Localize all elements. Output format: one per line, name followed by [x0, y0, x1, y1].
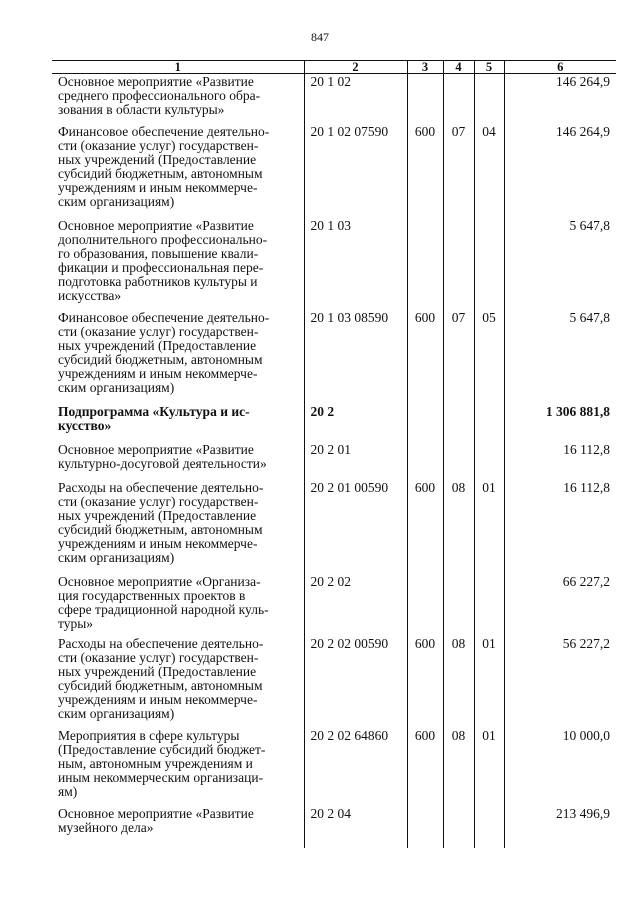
row-amount: 146 264,9 [504, 74, 616, 124]
table-row [52, 218, 616, 310]
row-col4 [443, 218, 474, 310]
row-name-line: ных учреждений (Предоставление [58, 507, 257, 523]
row-col5: 01 [474, 636, 504, 728]
row-name-line: ским организациям) [58, 379, 175, 395]
row-name-line: подготовка работников культуры и [58, 273, 258, 289]
row-col3: 600 [407, 728, 443, 806]
row-name-line: учреждениям и иным некоммерче- [58, 535, 258, 551]
row-name-line: ных учреждений (Предоставление [58, 151, 257, 167]
row-name-line: среднего профессионального обра- [58, 88, 261, 103]
row-col3 [407, 218, 443, 310]
row-name-line: сти (оказание услуг) государствен- [58, 493, 259, 509]
row-col3 [407, 74, 443, 124]
row-name-line: культурно-досуговой деятельности» [58, 455, 267, 471]
row-col3: 600 [407, 310, 443, 404]
table-row [52, 74, 616, 124]
row-col5: 05 [474, 310, 504, 404]
page-number: 847 [311, 30, 329, 44]
row-code: 20 2 02 64860 [304, 728, 407, 806]
row-name-line: ским организациям) [58, 549, 175, 565]
row-name-line: ция государственных проектов в [58, 587, 246, 603]
row-name [52, 574, 304, 636]
row-code: 20 2 01 [304, 442, 407, 480]
row-amount: 10 000,0 [504, 728, 616, 806]
column-header: 5 [474, 61, 504, 74]
row-name-line: кусство» [58, 417, 112, 433]
row-col5 [474, 806, 504, 848]
column-header: 4 [443, 61, 474, 74]
row-name [52, 806, 304, 848]
row-col4 [443, 806, 474, 848]
row-name-line: сти (оказание услуг) государствен- [58, 137, 259, 153]
row-name [52, 404, 304, 442]
row-col5 [474, 574, 504, 636]
row-name-line: субсидий бюджетным, автономным [58, 165, 263, 181]
table-row [52, 806, 616, 848]
table-body [52, 74, 616, 848]
row-col4: 07 [443, 124, 474, 218]
row-col4 [443, 442, 474, 480]
row-name-line: ским организациям) [58, 705, 175, 721]
row-col4: 08 [443, 728, 474, 806]
row-name-line: сти (оказание услуг) государствен- [58, 323, 259, 339]
row-name [52, 728, 304, 806]
row-amount: 5 647,8 [504, 310, 616, 404]
column-header: 2 [304, 61, 407, 74]
row-code: 20 2 04 [304, 806, 407, 848]
row-col3 [407, 574, 443, 636]
row-col5: 01 [474, 728, 504, 806]
row-name [52, 636, 304, 728]
row-name-line: музейного дела» [58, 819, 154, 835]
row-col5 [474, 442, 504, 480]
row-name-line: зования в области культуры» [58, 102, 225, 117]
row-name [52, 124, 304, 218]
row-code: 20 2 02 00590 [304, 636, 407, 728]
row-name-line: дополнительного профессионально- [58, 231, 268, 247]
row-name-line: ям) [58, 783, 78, 799]
table-row [52, 728, 616, 806]
row-name-line: искусства» [58, 287, 122, 303]
row-name-line: Расходы на обеспечение деятельно- [58, 635, 264, 651]
row-name-line: субсидий бюджетным, автономным [58, 677, 263, 693]
row-name-line: Основное мероприятие «Развитие [58, 805, 254, 821]
row-name-line: Мероприятия в сфере культуры [58, 727, 240, 743]
table-header-row [52, 61, 616, 74]
table-row [52, 310, 616, 404]
row-code: 20 2 01 00590 [304, 480, 407, 574]
row-col3: 600 [407, 124, 443, 218]
row-name-line: Основное мероприятие «Организа- [58, 573, 261, 589]
row-col3: 600 [407, 636, 443, 728]
table-row [52, 442, 616, 480]
row-code: 20 1 03 08590 [304, 310, 407, 404]
row-col4: 08 [443, 636, 474, 728]
table-row [52, 636, 616, 728]
row-name-line: субсидий бюджетным, автономным [58, 351, 263, 367]
row-col5: 01 [474, 480, 504, 574]
row-col5: 04 [474, 124, 504, 218]
budget-table [52, 60, 616, 848]
row-col4 [443, 574, 474, 636]
row-name-line: Расходы на обеспечение деятельно- [58, 479, 264, 495]
row-col4: 07 [443, 310, 474, 404]
row-name-line: ных учреждений (Предоставление [58, 663, 257, 679]
row-name-line: иным некоммерческим организаци- [58, 769, 264, 785]
table-row [52, 124, 616, 218]
row-name-line: Основное мероприятие «Развитие [58, 74, 254, 89]
row-col3 [407, 806, 443, 848]
row-col4: 08 [443, 480, 474, 574]
row-amount: 16 112,8 [504, 480, 616, 574]
row-amount: 56 227,2 [504, 636, 616, 728]
table-row [52, 574, 616, 636]
row-name-line: Основное мероприятие «Развитие [58, 441, 254, 457]
row-col3 [407, 404, 443, 442]
row-name-line: учреждениям и иным некоммерче- [58, 179, 258, 195]
row-amount: 1 306 881,8 [504, 404, 616, 442]
row-name-line: ных учреждений (Предоставление [58, 337, 257, 353]
row-name-line: туры» [58, 615, 94, 631]
table-row [52, 404, 616, 442]
row-amount: 16 112,8 [504, 442, 616, 480]
row-name-line: фикации и профессиональная пере- [58, 259, 264, 275]
row-name-line: (Предоставление субсидий бюджет- [58, 741, 266, 757]
row-col3: 600 [407, 480, 443, 574]
row-amount: 5 647,8 [504, 218, 616, 310]
row-name [52, 480, 304, 574]
row-name-line: сфере традиционной народной куль- [58, 601, 269, 617]
row-amount: 146 264,9 [504, 124, 616, 218]
row-name [52, 218, 304, 310]
column-header: 6 [504, 61, 616, 74]
row-name-line: Основное мероприятие «Развитие [58, 217, 254, 233]
table-row [52, 480, 616, 574]
row-code: 20 2 02 [304, 574, 407, 636]
row-col4 [443, 74, 474, 124]
row-name-line: ским организациям) [58, 193, 175, 209]
row-name [52, 310, 304, 404]
row-name-line: ным, автономным учреждениям и [58, 755, 253, 771]
row-code: 20 1 03 [304, 218, 407, 310]
row-name-line: субсидий бюджетным, автономным [58, 521, 263, 537]
row-col5 [474, 404, 504, 442]
row-code: 20 2 [304, 404, 407, 442]
row-name-line: Подпрограмма «Культура и ис- [58, 403, 250, 419]
row-name [52, 442, 304, 480]
row-name-line: Финансовое обеспечение деятельно- [58, 123, 270, 139]
row-code: 20 1 02 [304, 74, 407, 124]
row-amount: 66 227,2 [504, 574, 616, 636]
column-header: 1 [52, 61, 304, 74]
row-name-line: го образования, повышение квали- [58, 245, 259, 261]
row-name-line: Финансовое обеспечение деятельно- [58, 309, 270, 325]
row-name [52, 74, 304, 124]
row-amount: 213 496,9 [504, 806, 616, 848]
row-col4 [443, 404, 474, 442]
row-name-line: учреждениям и иным некоммерче- [58, 691, 258, 707]
row-col3 [407, 442, 443, 480]
row-col5 [474, 218, 504, 310]
row-name-line: учреждениям и иным некоммерче- [58, 365, 258, 381]
row-col5 [474, 74, 504, 124]
row-code: 20 1 02 07590 [304, 124, 407, 218]
row-name-line: сти (оказание услуг) государствен- [58, 649, 259, 665]
column-header: 3 [407, 61, 443, 74]
